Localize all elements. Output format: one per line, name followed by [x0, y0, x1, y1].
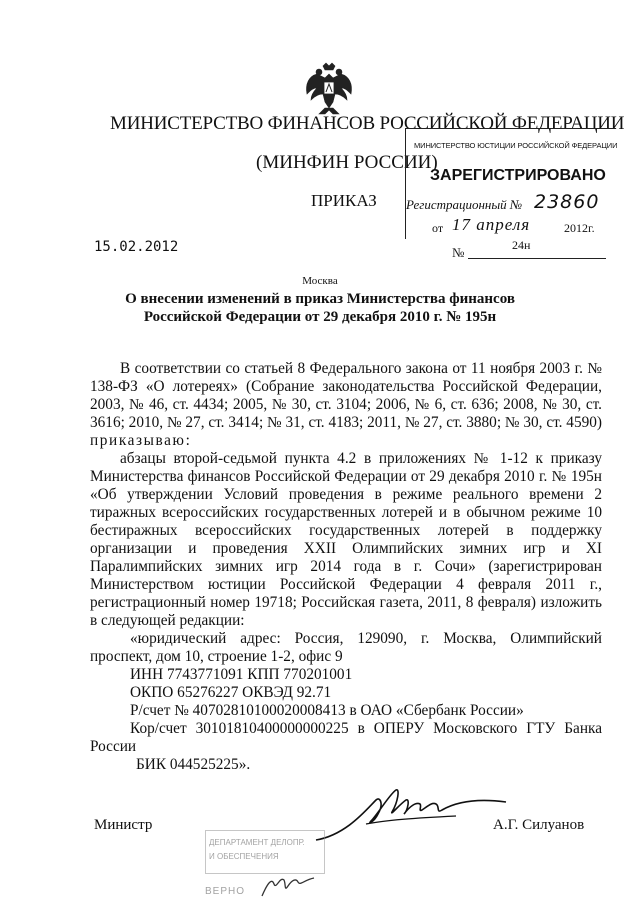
city: Москва	[302, 275, 338, 287]
registration-stamp	[405, 128, 616, 239]
preamble-text: В соответствии со статьей 8 Федерального закона от 11 ноября 2003 г. № 138-ФЗ «О лотереях» (Собрание законодательства Российской Федерации, 2003, № 46, ст. 4434; 2005, № 30, ст. 3104; 2006, № 6, ст. 636; 2008, № 30, ст. 3616; 2010, № 27, ст. 3414; № 31, ст. 4183; 2011, № 27, ст. 3880; № 30, ст. 4590)	[90, 360, 602, 431]
copy-stamp-line-2: И ОБЕСПЕЧЕНИЯ	[209, 852, 279, 861]
correspondent-account: Кор/счет 30101810400000000225 в ОПЕРУ Московского ГТУ Банка России	[90, 720, 602, 755]
order-number: 24н	[512, 238, 531, 252]
order-number-label: №	[452, 245, 465, 260]
subject-line-1: О внесении изменений в приказ Министерства финансов	[125, 291, 515, 307]
amendment-paragraph: абзацы второй-седьмой пункта 4.2 в приложениях № 1-12 к приказу Министерства финансов Российской Федерации от 29 декабря 2010 г. № 195н «Об утверждении Условий проведения в режиме реального времени 2 тиражных всероссийских государственных лотерей и в обычном режиме 10 бестиражных всероссийских государственных лотерей в поддержку организации и проведения XXII Олимпийских зимних игр и XI Паралимпийских зимних игр 2014 года в г. Сочи» (зарегистрирован Министерством юстиции Российской Федерации 4 февраля 2011 г., регистрационный номер 19718; Российская газета, 2011, 8 февраля) изложить в следующей редакции:	[90, 450, 602, 629]
copy-stamp-verno: ВЕРНО	[205, 886, 246, 897]
stamp-registration-label: Регистрационный №	[406, 197, 523, 212]
inn-kpp: ИНН 7743771091 КПП 770201001	[130, 666, 353, 683]
copy-signature-icon	[258, 872, 318, 902]
order-number-line	[468, 258, 606, 259]
ministry-title: МИНИСТЕРСТВО ФИНАНСОВ РОССИЙСКОЙ ФЕДЕРАЦИИ	[110, 113, 625, 134]
document-type: ПРИКАЗ	[311, 191, 377, 210]
legal-address: «юридический адрес: Россия, 129090, г. Москва, Олимпийский проспект, дом 10, строение 1-2, офис 9	[90, 630, 602, 665]
order-verb: приказываю:	[90, 432, 192, 449]
signature-icon	[306, 780, 516, 850]
subject-line-2: Российской Федерации от 29 декабря 2010 г. № 195н	[143, 309, 497, 325]
stamp-organization: МИНИСТЕРСТВО ЮСТИЦИИ РОССИЙСКОЙ ФЕДЕРАЦИИ	[414, 141, 618, 150]
copy-stamp-line-1: ДЕПАРТАМЕНТ ДЕЛОПР.	[209, 838, 305, 847]
stamp-status: ЗАРЕГИСТРИРОВАНО	[430, 167, 606, 184]
order-date: 15.02.2012	[94, 239, 179, 255]
stamp-date-label: от	[432, 221, 444, 235]
bik: БИК 044525225».	[136, 756, 251, 773]
okpo-okved: ОКПО 65276227 ОКВЭД 92.71	[130, 684, 332, 701]
stamp-date-handwritten: 17 апреля	[452, 215, 531, 234]
order-body	[90, 360, 602, 774]
preamble-paragraph	[90, 360, 602, 450]
minister-name: А.Г. Силуанов	[493, 817, 585, 833]
stamp-registration-number: 23860	[534, 191, 600, 213]
double-headed-eagle-icon	[303, 62, 355, 118]
stamp-date-year: 2012г.	[564, 221, 595, 235]
order-subject	[0, 290, 640, 326]
minister-title: Министр	[94, 817, 153, 833]
settlement-account: Р/счет № 40702810100020008413 в ОАО «Сбербанк России»	[130, 702, 524, 719]
ministry-short-name: (МИНФИН РОССИИ)	[256, 152, 438, 173]
